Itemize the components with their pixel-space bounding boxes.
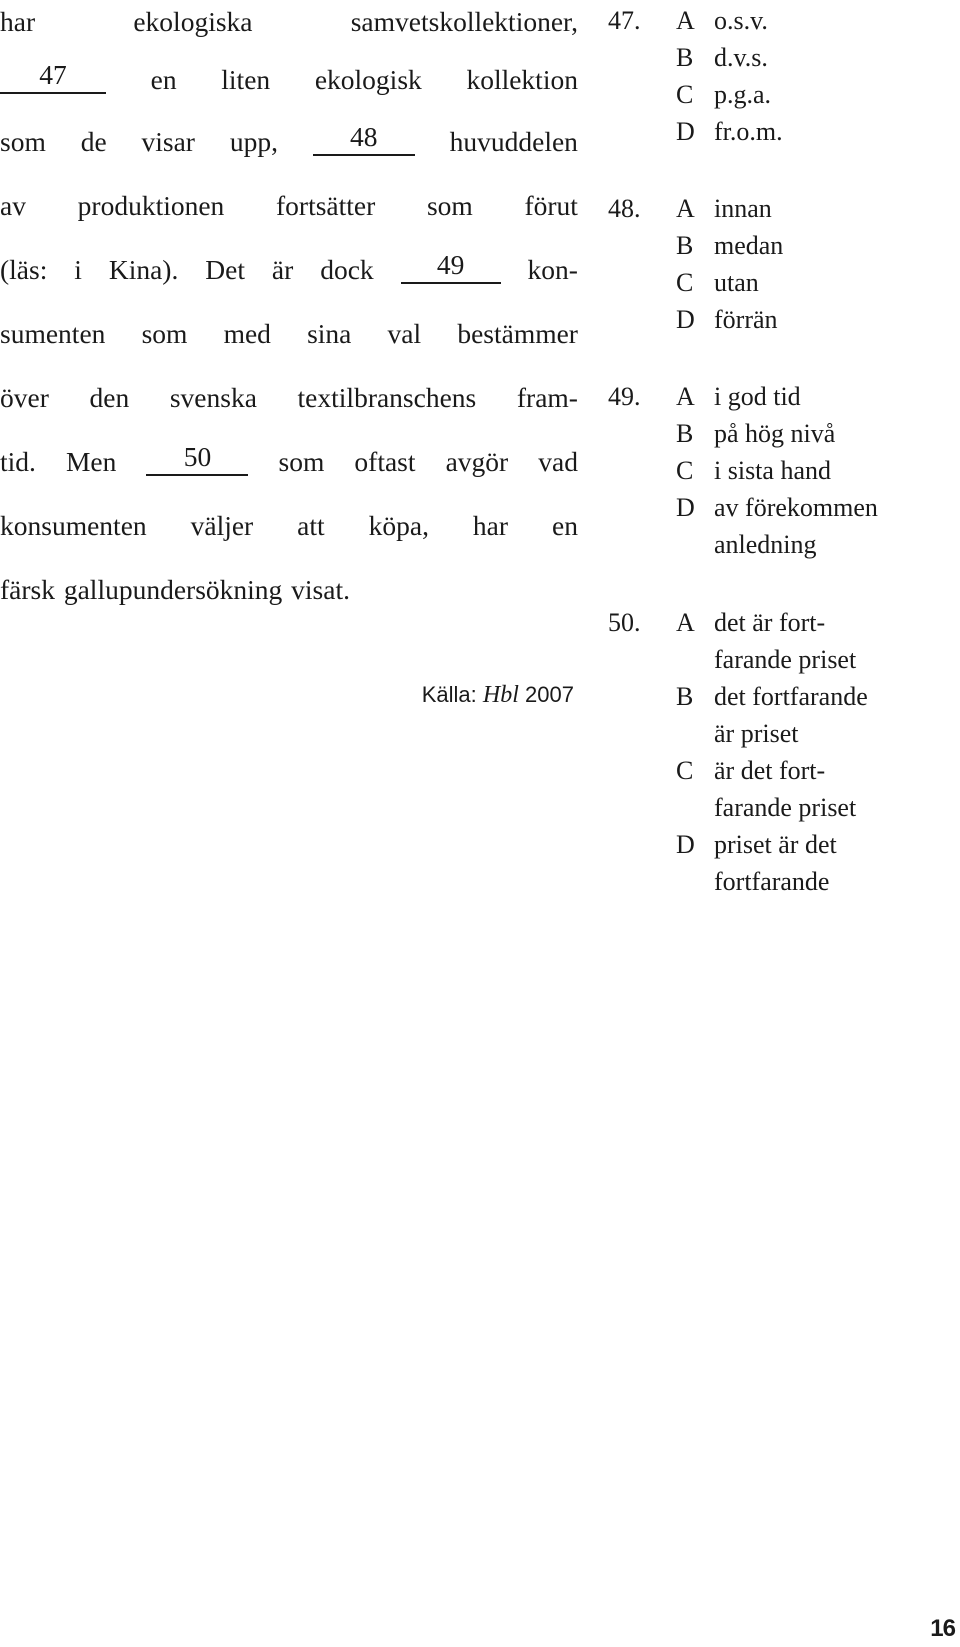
passage-line: av produktionen fortsätter som förut: [0, 190, 578, 221]
question-number: 47.: [608, 6, 641, 35]
option-text: på hög nivå: [714, 419, 836, 448]
option-letter: C: [676, 268, 694, 297]
option-letter: A: [676, 382, 695, 411]
option-letter: C: [676, 456, 694, 485]
option-letter: D: [676, 493, 695, 522]
blank-49: 49: [401, 250, 501, 284]
blank-48: 48: [313, 122, 415, 156]
option-text: d.v.s.: [714, 43, 768, 72]
passage-line: färsk gallupundersökning visat.: [0, 574, 350, 605]
passage-line: över den svenska textilbranschens fram-: [0, 382, 578, 413]
question-number: 49.: [608, 382, 641, 411]
option-text: medan: [714, 231, 784, 260]
page-number: 16: [930, 1615, 955, 1642]
option-letter: A: [676, 194, 695, 223]
option-letter: A: [676, 6, 695, 35]
option-letter: C: [676, 80, 694, 109]
option-text: det fortfarande är priset: [714, 682, 868, 748]
option-text: av förekommen anledning: [714, 493, 878, 559]
option-letter: C: [676, 756, 694, 785]
option-text: fr.o.m.: [714, 117, 783, 146]
option-text: förrän: [714, 305, 778, 334]
option-text: i sista hand: [714, 456, 831, 485]
source-label: Källa:: [421, 682, 477, 707]
passage-line: har ekologiska samvetskollektioner,: [0, 6, 578, 37]
question-number: 50.: [608, 608, 641, 637]
source-citation: [422, 680, 574, 710]
option-text: priset är det fortfarande: [714, 830, 837, 896]
blank-50: 50: [146, 442, 248, 476]
passage-line: (läs: i Kina). Det är dock 49 kon-: [0, 249, 578, 285]
source-publication: Hbl: [482, 682, 519, 708]
option-letter: B: [676, 43, 694, 72]
option-text: o.s.v.: [714, 6, 768, 35]
option-text: utan: [714, 268, 759, 297]
passage-line: 47 en liten ekologisk kollektion: [0, 60, 578, 100]
blank-47: 47: [0, 60, 106, 94]
option-letter: D: [676, 117, 695, 146]
option-text: p.g.a.: [714, 80, 772, 109]
option-letter: A: [676, 608, 695, 637]
option-text: det är fort- farande priset: [714, 608, 857, 674]
passage-line: konsumenten väljer att köpa, har en: [0, 510, 578, 541]
source-year: 2007: [525, 682, 574, 707]
passage-line: tid. Men 50 som oftast avgör vad: [0, 441, 578, 477]
option-letter: D: [676, 830, 695, 859]
option-letter: D: [676, 305, 695, 334]
option-text: i god tid: [714, 382, 801, 411]
option-letter: B: [676, 682, 694, 711]
passage-line: som de visar upp, 48 huvuddelen: [0, 121, 578, 157]
option-text: är det fort- farande priset: [714, 756, 857, 822]
passage-line: sumenten som med sina val bestämmer: [0, 318, 578, 349]
option-text: innan: [714, 194, 772, 223]
question-number: 48.: [608, 194, 641, 223]
option-letter: B: [676, 419, 694, 448]
option-letter: B: [676, 231, 694, 260]
